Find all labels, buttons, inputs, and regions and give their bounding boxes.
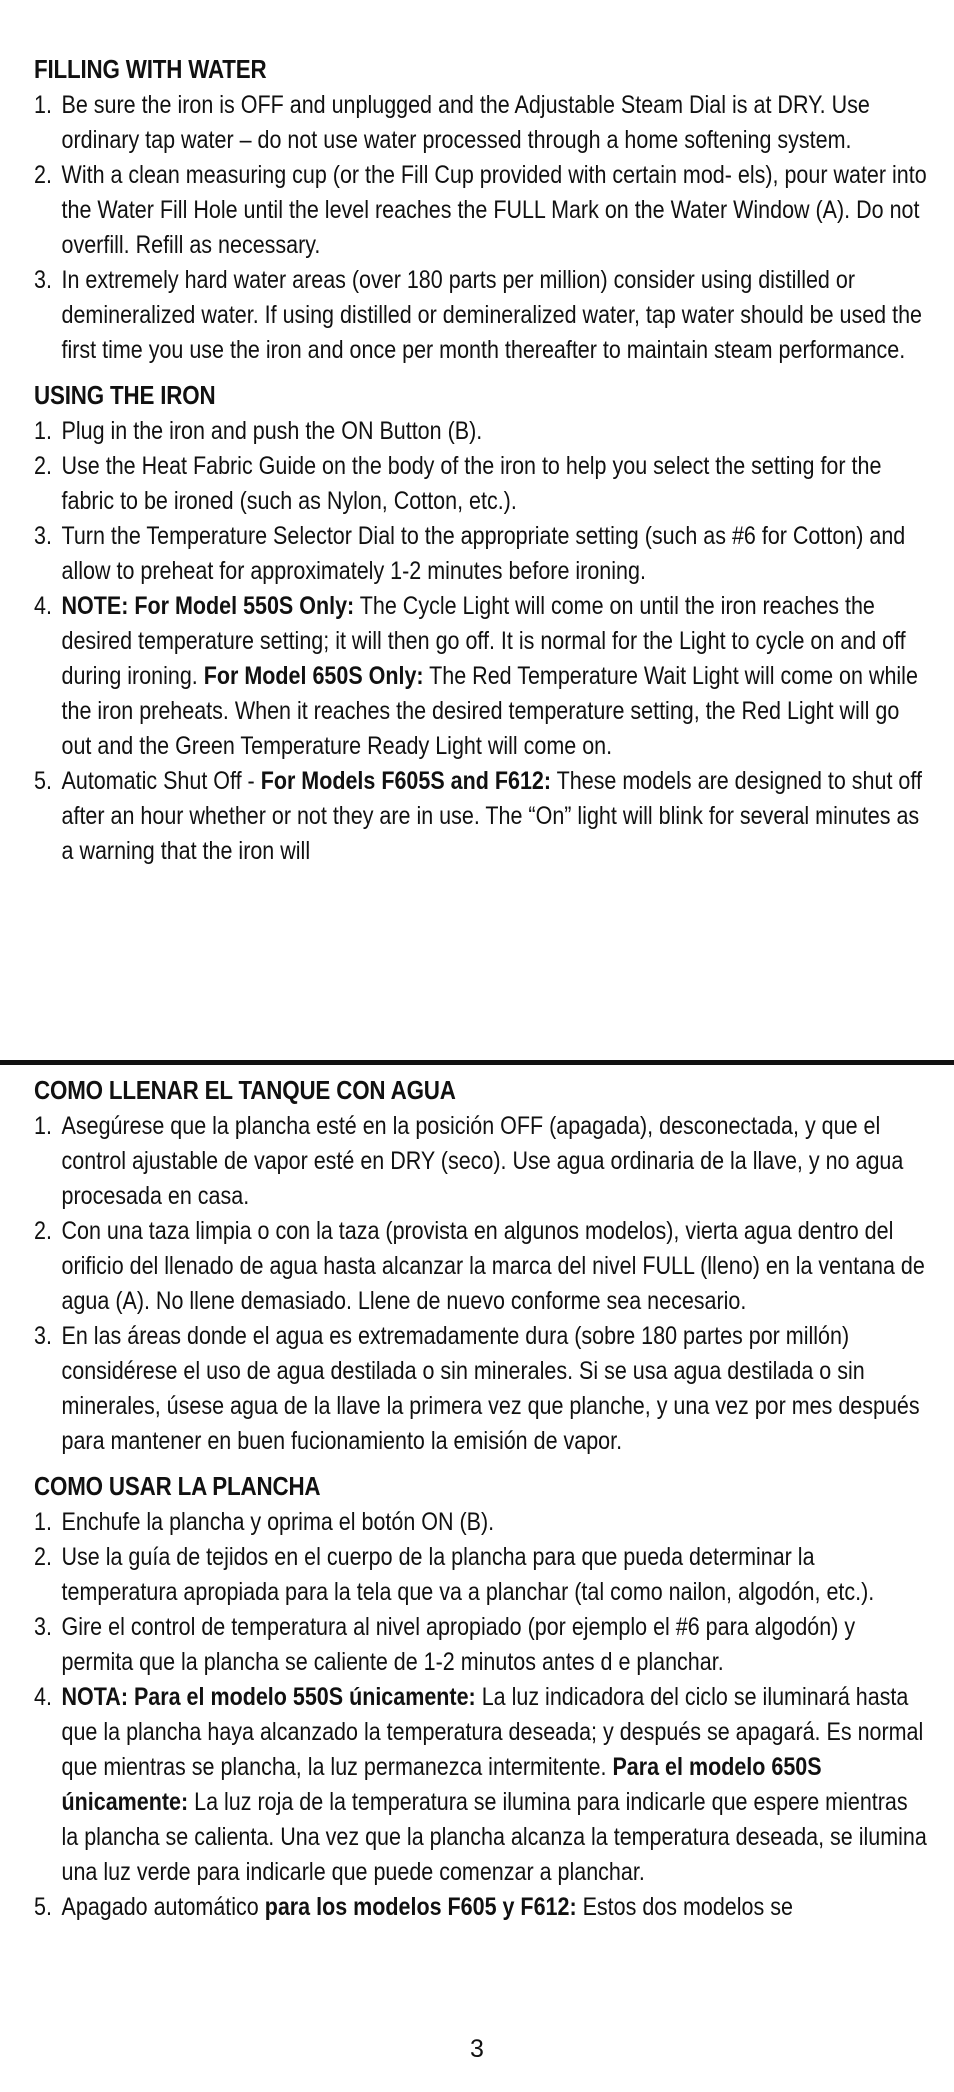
list-item [34,1540,930,1610]
item-text: Automatic Shut Off - [61,767,261,795]
item-number: 2. [34,1217,52,1245]
list-item [34,1109,930,1214]
using-list-es [34,1505,930,1925]
item-text: Be sure the iron is OFF and unplugged and the Adjustable Steam Dial is at DRY. Use ordinary tap water – do not use water processed through a home softening system. [61,91,870,154]
item-text: These models are designed to shut off after an hour whether or not they are in use. The “On” light will blink for several minutes as a warning that the iron will [61,767,922,865]
item-number: 1. [34,417,52,445]
item-number: 2. [34,161,52,189]
item-text: In extremely hard water areas (over 180 parts per million) consider using distilled or demineralized water. If using distilled or demineralized water, tap water should be used the first time you use the iron and once per month thereafter to maintain steam performance. [61,266,923,364]
list-item [34,88,930,158]
model-note-bold: NOTE: For Model 550S Only: [61,592,355,620]
using-heading: USING THE IRON [34,380,216,410]
item-number: 3. [34,1613,52,1641]
item-text: Use the Heat Fabric Guide on the body of the iron to help you select the setting for the fabric to be ironed (such as Nylon, Cotton, etc.). [61,452,882,515]
item-number: 3. [34,522,52,550]
model-note-bold: para los modelos F605 y F612: [264,1893,577,1921]
list-item [34,1505,930,1540]
item-text: Plug in the iron and push the ON Button (B). [61,417,483,445]
item-text: Enchufe la plancha y oprima el botón ON (B). [61,1508,495,1536]
item-number: 4. [34,592,52,620]
filling-heading-es: COMO LLENAR EL TANQUE CON AGUA [34,1075,456,1105]
item-text: Estos dos modelos se [576,1893,793,1921]
model-note-bold: For Models F605S and F612: [260,767,552,795]
item-number: 2. [34,452,52,480]
list-item [34,519,930,589]
item-number: 1. [34,1112,52,1140]
item-text: En las áreas donde el agua es extremadamente dura (sobre 180 partes por millón) considérese el uso de agua destilada o sin minerales. Si se usa agua destilada o sin minerales, úsese agua de la llave la primera vez que planche, y una vez por mes después para mantener en buen fucionamiento la emisión de vapor. [61,1322,920,1455]
list-item [34,1610,930,1680]
filling-list-es [34,1109,930,1459]
item-text: Turn the Temperature Selector Dial to the appropriate setting (such as #6 for Cotton) and allow to preheat for approximately 1-2 minutes before ironing. [61,522,906,585]
item-text: La luz indicadora del ciclo se iluminará hasta que la plancha haya alcanzado la temperatura deseada; y después se apagará. Es normal que mientras se plancha, la luz permanezca intermitente. [61,1683,924,1781]
item-text: Use la guía de tejidos en el cuerpo de la plancha para que pueda determinar la temperatura apropiada para la tela que va a planchar (tal como nailon, algodón, etc.). [61,1543,875,1606]
item-text: With a clean measuring cup (or the Fill Cup provided with certain mod- els), pour water into the Water Fill Hole until the level reaches the FULL Mark on the Water Window (A). Do not overfill. Refill as necessary. [61,161,927,259]
item-text: Gire el control de temperatura al nivel apropiado (por ejemplo el #6 para algodón) y permita que la plancha se caliente de 1-2 minutos antes d e planchar. [61,1613,856,1676]
item-number: 3. [34,1322,52,1350]
list-item [34,1890,930,1925]
filling-heading: FILLING WITH WATER [34,54,267,84]
item-text: The Cycle Light will come on until the iron reaches the desired temperature setting; it will then go off. It is normal for the Light to cycle on and off during ironing. [61,592,906,690]
item-number: 1. [34,1508,52,1536]
item-number: 1. [34,91,52,119]
using-heading-es: COMO USAR LA PLANCHA [34,1471,321,1501]
model-note-bold: NOTA: Para el modelo 550S únicamente: [61,1683,476,1711]
list-item [34,764,930,869]
english-section [34,52,927,879]
section-divider [0,1060,954,1065]
item-number: 4. [34,1683,52,1711]
item-number: 3. [34,266,52,294]
model-note-bold: Para el modelo 650S únicamente: [61,1753,822,1816]
list-item [34,414,930,449]
item-number: 5. [34,1893,52,1921]
item-text: Asegúrese que la plancha esté en la posición OFF (apagada), desconectada, y que el control ajustable de vapor esté en DRY (seco). Use agua ordinaria de la llave, y no agua procesada en casa. [61,1112,904,1210]
item-number: 2. [34,1543,52,1571]
using-list [34,414,930,869]
list-item [34,1214,930,1319]
spanish-section [34,1073,927,1935]
item-text: Apagado automático [61,1893,265,1921]
item-text: Con una taza limpia o con la taza (provista en algunos modelos), vierta agua dentro del orificio del llenado de agua hasta alcanzar la marca del nivel FULL (lleno) en la ventana de agua (A). No llene demasiado. Llene de nuevo conforme sea necesario. [61,1217,925,1315]
list-item [34,263,930,368]
item-text: La luz roja de la temperatura se ilumina para indicarle que espere mientras la plancha se calienta. Una vez que la plancha alcanza la temperatura deseada, se ilumina una luz verde para indicarle que puede comenzar a planchar. [61,1788,927,1886]
list-item [34,158,930,263]
list-item [34,1319,930,1459]
list-item [34,1680,930,1890]
filling-list [34,88,930,368]
item-text: The Red Temperature Wait Light will come on while the iron preheats. When it reaches the desired temperature setting, the Red Light will go out and the Green Temperature Ready Light will come on. [61,662,918,760]
page-number: 3 [470,2035,484,2063]
list-item [34,449,930,519]
model-note-bold: For Model 650S Only: [203,662,424,690]
item-number: 5. [34,767,52,795]
list-item [34,589,930,764]
